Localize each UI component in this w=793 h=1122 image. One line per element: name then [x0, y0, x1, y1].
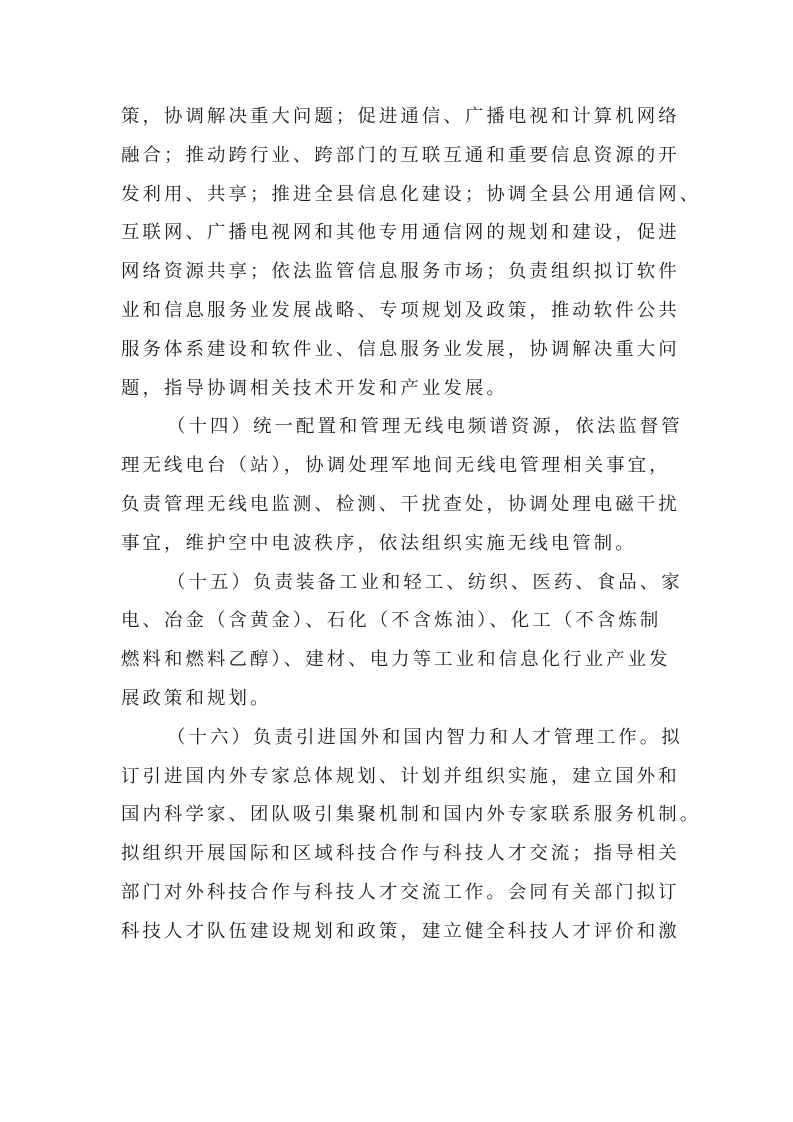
- text-line: 燃料和燃料乙醇）、建材、电力等工业和信息化行业产业发: [121, 649, 671, 671]
- text-line: 部门对外科技合作与科技人才交流工作。会同有关部门拟订: [121, 881, 680, 903]
- text-line: 发利用、共享；推进全县信息化建设；协调全县公用通信网、: [121, 183, 702, 205]
- text-line: 负责管理无线电监测、检测、干扰查处，协调处理电磁干扰: [121, 493, 680, 515]
- text-line: 订引进国内外专家总体规划、计划并组织实施，建立国外和: [121, 765, 680, 787]
- paragraph-14-first-line: （十四）统一配置和管理无线电频谱资源，依法监督管: [167, 416, 683, 438]
- paragraph-15-first-line: （十五）负责装备工业和轻工、纺织、医药、食品、家: [167, 571, 683, 593]
- document-body: [121, 98, 702, 952]
- text-line: 国内科学家、团队吸引集聚机制和国内外专家联系服务机制。: [121, 804, 702, 826]
- text-line: 互联网、广播电视网和其他专用通信网的规划和建设，促进: [121, 222, 680, 244]
- text-line: 题，指导协调相关技术开发和产业发展。: [121, 377, 508, 399]
- text-line: 融合；推动跨行业、跨部门的互联互通和重要信息资源的开: [121, 144, 680, 166]
- text-line: 理无线电台（站），协调处理军地间无线电管理相关事宜，: [121, 455, 671, 477]
- text-line: 网络资源共享；依法监管信息服务市场；负责组织拟订软件: [121, 261, 680, 283]
- text-line: 电、冶金（含黄金）、石化（不含炼油）、化工（不含炼制: [121, 610, 662, 632]
- text-line: 展政策和规划。: [121, 687, 272, 709]
- text-line: 科技人才队伍建设规划和政策，建立健全科技人才评价和激: [121, 920, 680, 942]
- text-line: 策，协调解决重大问题；促进通信、广播电视和计算机网络: [121, 106, 680, 127]
- text-line: 事宜，维护空中电波秩序，依法组织实施无线电管制。: [121, 532, 637, 554]
- paragraph-16-first-line: （十六）负责引进国外和国内智力和人才管理工作。拟: [167, 726, 683, 748]
- text-line: 服务体系建设和软件业、信息服务业发展，协调解决重大问: [121, 338, 680, 360]
- text-line: 拟组织开展国际和区域科技合作与科技人才交流；指导相关: [121, 843, 680, 865]
- text-line: 业和信息服务业发展战略、专项规划及政策，推动软件公共: [121, 299, 680, 321]
